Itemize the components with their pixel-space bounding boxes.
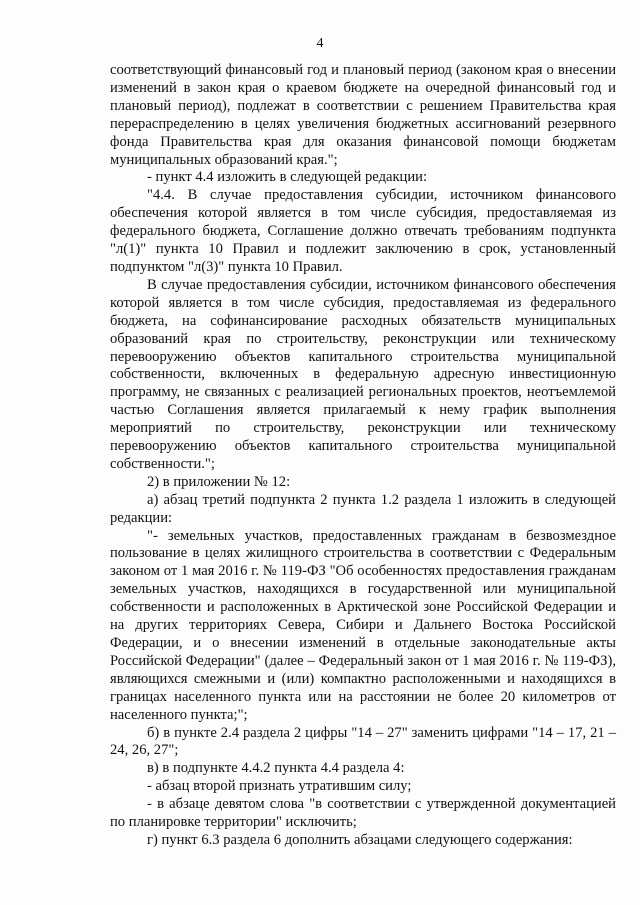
paragraph: - в абзаце девятом слова "в соответствии с утвержденной документацией по планировке территории" исключить; bbox=[110, 796, 616, 831]
paragraph: г) пункт 6.3 раздела 6 дополнить абзацами следующего содержания: bbox=[147, 831, 573, 848]
paragraph: "4.4. В случае предоставления субсидии, источником финансового обеспечения которой является в том числе субсидия, предоставляемая из федерального бюджета, Соглашение должно отвечать требованиям подпункта "л(1)" пункта 10 Правил и подлежит заключению в срок, установленный подпунктом "л(3)" пункта 10 Правил. bbox=[110, 187, 616, 275]
document-body bbox=[110, 62, 616, 850]
paragraph: В случае предоставления субсидии, источником финансового обеспечения которой является в том числе субсидия, предоставляемая из федерального бюджета, на софинансирование расходных обязательств муниципальных образований края по строительству, реконструкции или техническому перевооружению объектов капитального строительства муниципальной собственности, включенных в федеральную адресную инвестиционную программу, не связанных с реализацией региональных проектов, неотъемлемой частью Соглашения является прилагаемый к нему график выполнения мероприятий по строительству, реконструкции или техническому перевооружению объектов капитального строительства муниципальной собственности."; bbox=[110, 276, 616, 472]
paragraph: а) абзац третий подпункта 2 пункта 1.2 раздела 1 изложить в следующей редакции: bbox=[110, 491, 616, 526]
paragraph: в) в подпункте 4.4.2 пункта 4.4 раздела 4: bbox=[147, 760, 405, 777]
page-number: 4 bbox=[316, 36, 324, 51]
paragraph: - абзац второй признать утратившим силу; bbox=[147, 778, 412, 795]
paragraph: 2) в приложении № 12: bbox=[147, 473, 291, 490]
paragraph: соответствующий финансовый год и плановый период (законом края о внесении изменений в закон края о краевом бюджете на очередной финансовый год и плановый период), подлежат в соответствии с решением Правительства края перераспределению в целях увеличения бюджетных ассигнований резервного фонда Правительства края для оказания финансовой помощи бюджетам муниципальных образований края."; bbox=[110, 62, 616, 168]
paragraph: б) в пункте 2.4 раздела 2 цифры "14 – 27" заменить цифрами "14 – 17, 21 – 24, 26, 27"; bbox=[110, 724, 616, 759]
paragraph: - пункт 4.4 изложить в следующей редакции: bbox=[147, 169, 428, 186]
paragraph: "- земельных участков, предоставленных гражданам в безвозмездное пользование в целях жилищного строительства в соответствии с Федеральным законом от 1 мая 2016 г. № 119-ФЗ "Об особенностях предоставления гражданам земельных участков, находящихся в государственной или муниципальной собственности и расположенных в Арктической зоне Российской Федерации и на других территориях Севера, Сибири и Дальнего Востока Российской Федерации, и о внесении изменений в отдельные законодательные акты Российской Федерации" (далее – Федеральный закон от 1 мая 2016 г. № 119-ФЗ), являющихся смежными и (или) компактно расположенными и находящихся в границах населенного пункта или на расстоянии не более 20 километров от населенного пункта;"; bbox=[110, 527, 616, 723]
